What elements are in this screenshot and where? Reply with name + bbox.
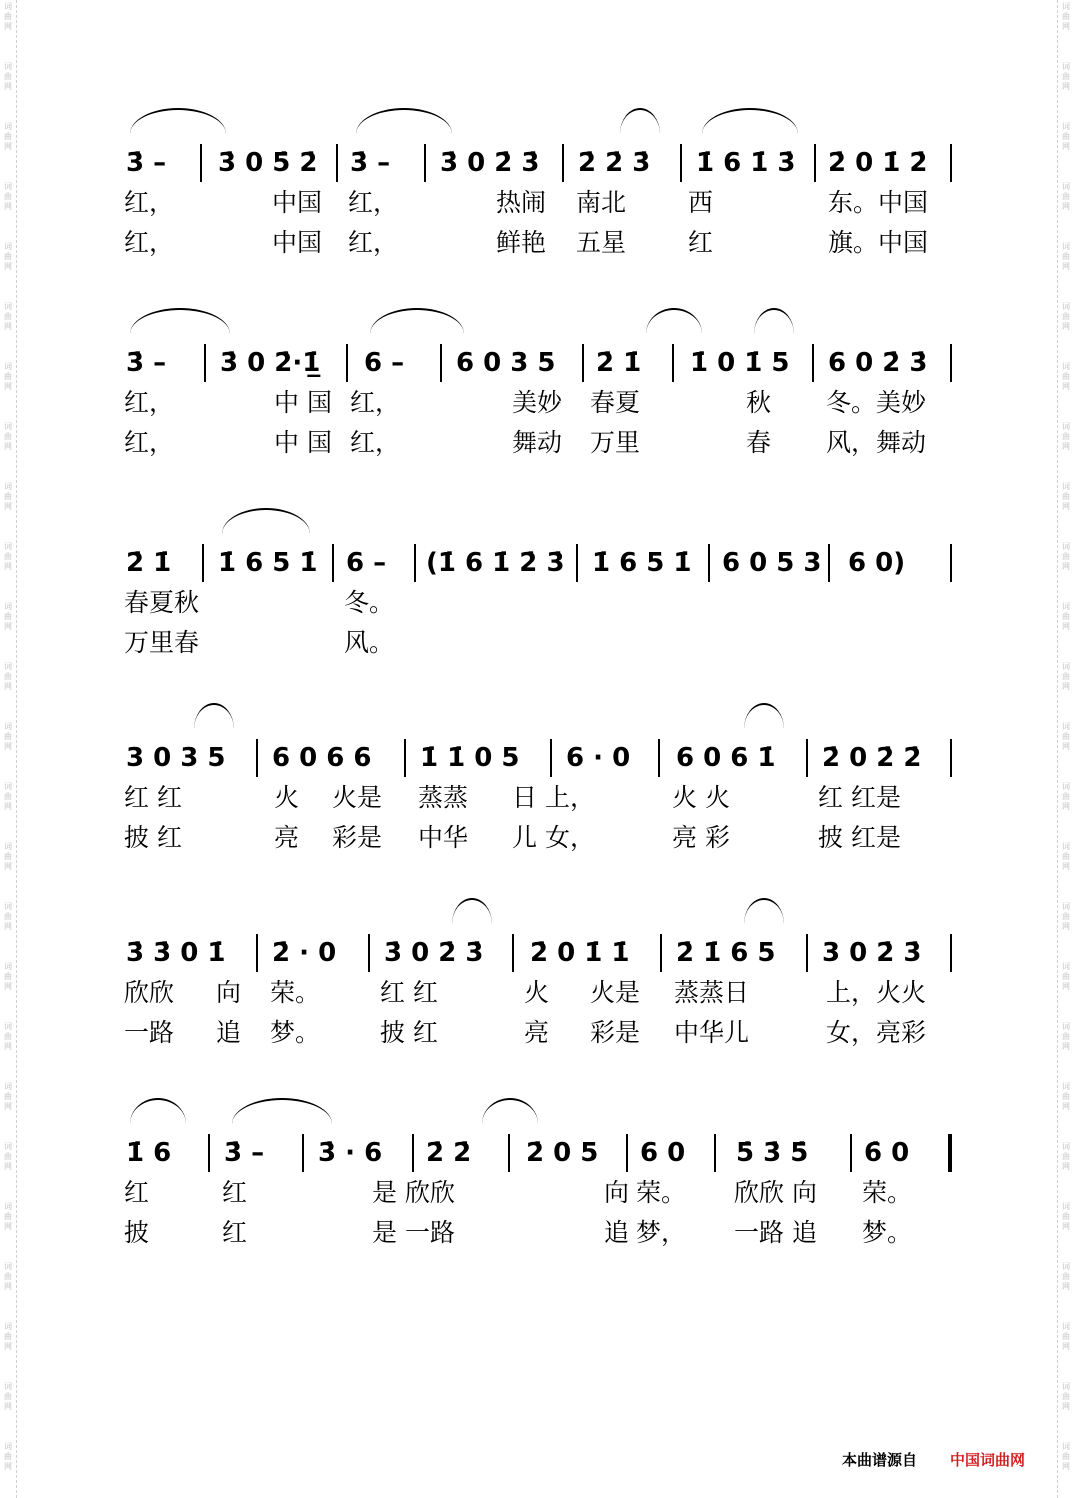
note-group: 3 0 3 5: [126, 743, 226, 773]
watermark-text: 词 曲 网: [4, 182, 12, 211]
note-group: 2̇ · 0: [272, 938, 337, 968]
lyric-2-word: 鲜艳: [496, 228, 547, 257]
lyric-1-word: 是 欣欣: [372, 1178, 455, 1207]
lyric-2-word: 红: [222, 1218, 248, 1247]
slur-arc: [130, 1098, 186, 1124]
watermark-text: 词 曲 网: [4, 842, 12, 871]
note-group: (1̇ 6 1̇ 2̇ 3̇: [426, 548, 565, 578]
note-group: 6̇ 0: [864, 1138, 910, 1168]
lyric-1-word: 红 红: [380, 978, 438, 1007]
bar-line: [814, 144, 816, 182]
lyric-1-word: 荣。: [862, 1178, 913, 1207]
note-group: 6 0): [848, 548, 906, 578]
watermark-text: 词 曲 网: [1062, 122, 1070, 151]
note-group: 5̇ 3̇ 5̇: [736, 1138, 809, 1168]
lyric-1-word: 火是: [332, 783, 383, 812]
watermark-text: 词 曲 网: [1062, 1022, 1070, 1051]
watermark-text: 词 曲 网: [1062, 1202, 1070, 1231]
watermark-text: 词 曲 网: [1062, 962, 1070, 991]
bar-line: [414, 544, 416, 582]
bar-line: [508, 1134, 510, 1172]
bar-line: [440, 344, 442, 382]
watermark-text: 词 曲 网: [1062, 302, 1070, 331]
lyric-2-word: 披 红: [124, 823, 182, 852]
lyric-1-word: 蒸蒸: [418, 783, 469, 812]
note-group: 6 –: [364, 348, 405, 378]
bar-line: [806, 934, 808, 972]
lyric-1-word: 欣欣 向: [734, 1178, 817, 1207]
lyric-2-word: 红，: [124, 428, 175, 457]
lyric-2-word: 红，: [350, 428, 401, 457]
watermark-text: 词 曲 网: [4, 302, 12, 331]
slur-arc: [222, 508, 310, 534]
lyric-2-word: 女，亮彩: [826, 1018, 927, 1047]
note-group: 3̇ 0 2̇ 3̇: [384, 938, 484, 968]
bar-line: [204, 344, 206, 382]
slur-arc: [754, 308, 794, 334]
note-group: 2̇ 2̇: [426, 1138, 472, 1168]
lyric-1-word: 南北: [576, 188, 627, 217]
watermark-text: 词 曲 网: [1062, 242, 1070, 271]
lyric-1-word: 春夏秋: [124, 588, 200, 617]
lyric-2-word: 梦，: [636, 1218, 687, 1247]
watermark-text: 词 曲 网: [4, 422, 12, 451]
watermark-text: 词 曲 网: [4, 2, 12, 31]
note-group: 6 0 2̇ 3̇: [828, 348, 928, 378]
lyric-1-word: 向: [604, 1178, 630, 1207]
watermark-text: 词 曲 网: [1062, 362, 1070, 391]
lyric-2-word: 披 红: [380, 1018, 438, 1047]
bar-line: [562, 144, 564, 182]
lyric-2-word: 舞动: [512, 428, 563, 457]
note-group: 6 0: [640, 1138, 686, 1168]
note-group: 2̇ 0 2̇ 2̇: [822, 743, 922, 773]
lyric-1-word: 红，: [350, 388, 401, 417]
lyric-1-word: 火是: [590, 978, 641, 1007]
lyric-1-word: 冬。美妙: [826, 388, 927, 417]
lyric-2-word: 亮 彩: [672, 823, 730, 852]
watermark-text: 词 曲 网: [4, 662, 12, 691]
slur-arc: [194, 703, 234, 729]
lyric-2-word: 红，: [348, 228, 399, 257]
lyric-2-word: 万里: [590, 428, 641, 457]
bar-line: [672, 344, 674, 382]
source-label: 本曲谱源自: [842, 1451, 918, 1469]
watermark-text: 词 曲 网: [4, 962, 12, 991]
lyric-2-word: 儿 女，: [512, 823, 595, 852]
lyric-2-word: 彩是: [332, 823, 383, 852]
lyric-1-word: 上，火火: [826, 978, 927, 1007]
bar-line: [806, 739, 808, 777]
watermark-text: 词 曲 网: [1062, 782, 1070, 811]
watermark-text: 词 曲 网: [1062, 1322, 1070, 1351]
lyric-1-word: 荣。: [636, 1178, 687, 1207]
watermark-text: 词 曲 网: [4, 362, 12, 391]
lyric-2-word: 彩是: [590, 1018, 641, 1047]
bar-line: [582, 344, 584, 382]
bar-line: [208, 1134, 210, 1172]
slur-arc: [620, 108, 660, 134]
bar-line: [256, 934, 258, 972]
bar-line: [404, 739, 406, 777]
slur-arc: [232, 1098, 332, 1124]
note-group: 6 –: [346, 548, 387, 578]
watermark-text: 词 曲 网: [4, 542, 12, 571]
slur-arc: [744, 703, 784, 729]
slur-arc: [482, 1098, 538, 1124]
bar-line: [336, 144, 338, 182]
lyric-2-word: 五星: [576, 228, 627, 257]
lyric-2-word: 中华: [418, 823, 469, 852]
bar-line: [950, 544, 952, 582]
lyric-2-word: 亮: [274, 823, 300, 852]
note-group: 2̇ 0 5: [526, 1138, 599, 1168]
lyric-2-word: 披 红是: [818, 823, 901, 852]
note-group: 1̇ 6 5 1̇: [218, 548, 318, 578]
note-group: 1̇ 1̇ 0 5: [420, 743, 520, 773]
slur-arc: [130, 108, 226, 134]
watermark-text: 词 曲 网: [1062, 1142, 1070, 1171]
note-group: 2̇ 1̇: [126, 548, 172, 578]
lyric-2-word: 中 国: [274, 428, 332, 457]
note-group: 2̇ 1̇: [596, 348, 642, 378]
watermark-text: 词 曲 网: [4, 1082, 12, 1111]
slur-arc: [356, 108, 452, 134]
bar-line: [812, 344, 814, 382]
watermark-text: 词 曲 网: [1062, 482, 1070, 511]
lyric-1-word: 冬。: [344, 588, 395, 617]
watermark-text: 词 曲 网: [4, 602, 12, 631]
lyric-1-word: 火 火: [672, 783, 730, 812]
watermark-text: 词 曲 网: [4, 1022, 12, 1051]
lyric-1-word: 东。中国: [828, 188, 929, 217]
lyric-1-word: 日 上，: [512, 783, 595, 812]
lyric-2-word: 风，舞动: [826, 428, 927, 457]
lyric-1-word: 火: [524, 978, 550, 1007]
lyric-1-word: 秋: [746, 388, 772, 417]
lyric-2-word: 中国: [272, 228, 323, 257]
bar-line: [950, 934, 952, 972]
lyric-1-word: 红，: [124, 188, 175, 217]
lyric-1-word: 火: [274, 783, 300, 812]
note-group: 6 0 6 6: [272, 743, 372, 773]
watermark-text: 词 曲 网: [4, 122, 12, 151]
watermark-text: 词 曲 网: [1062, 1082, 1070, 1111]
note-group: 6 · 0: [566, 743, 631, 773]
bar-line: [950, 739, 952, 777]
watermark-text: 词 曲 网: [4, 902, 12, 931]
note-group: 2̇ 1̇ 6 5: [676, 938, 776, 968]
watermark-text: 词 曲 网: [1062, 602, 1070, 631]
bar-line: [346, 344, 348, 382]
watermark-text: 词 曲 网: [4, 242, 12, 271]
slur-arc: [702, 108, 798, 134]
lyric-1-word: 美妙: [512, 388, 563, 417]
lyric-1-word: 红 红: [124, 783, 182, 812]
lyric-1-word: 西: [688, 188, 714, 217]
lyric-1-word: 蒸蒸日: [674, 978, 750, 1007]
lyric-2-word: 万里春: [124, 628, 200, 657]
watermark-text: 词 曲 网: [4, 1382, 12, 1411]
note-group: 3̇ · 6: [318, 1138, 383, 1168]
bar-line: [200, 144, 202, 182]
site-name[interactable]: 中国词曲网: [950, 1451, 1026, 1469]
note-group: 3̇ 0 5̇ 2̇: [218, 148, 318, 178]
lyric-2-word: 红，: [124, 228, 175, 257]
lyric-1-word: 红，: [124, 388, 175, 417]
watermark-text: 词 曲 网: [1062, 422, 1070, 451]
watermark-text: 词 曲 网: [4, 482, 12, 511]
watermark-text: 词 曲 网: [4, 1262, 12, 1291]
bar-line: [626, 1134, 628, 1172]
lyric-1-word: 红，: [348, 188, 399, 217]
note-group: 1̇ 6 1̇ 3̇: [696, 148, 796, 178]
lyric-2-word: 风。: [344, 628, 395, 657]
lyric-2-word: 梦。: [270, 1018, 321, 1047]
slur-arc: [744, 898, 784, 924]
watermark-text: 词 曲 网: [4, 1142, 12, 1171]
lyric-1-word: 春夏: [590, 388, 641, 417]
lyric-1-word: 中 国: [274, 388, 332, 417]
bar-line: [256, 739, 258, 777]
watermark-text: 词 曲 网: [1062, 1442, 1070, 1471]
lyric-1-word: 热闹: [496, 188, 547, 217]
bar-line: [948, 1134, 952, 1172]
lyric-1-word: 荣。: [270, 978, 321, 1007]
bar-line: [950, 144, 952, 182]
note-group: 3̇ –: [350, 148, 391, 178]
lyric-1-word: 红 红是: [818, 783, 901, 812]
note-group: 2̇ 2̇ 3̇: [578, 148, 651, 178]
lyric-2-word: 春: [746, 428, 772, 457]
lyric-2-word: 中华儿: [674, 1018, 750, 1047]
bar-line: [680, 144, 682, 182]
note-group: 1̇ 6: [126, 1138, 172, 1168]
watermark-text: 词 曲 网: [4, 782, 12, 811]
watermark-text: 词 曲 网: [1062, 1262, 1070, 1291]
watermark-text: 词 曲 网: [4, 1202, 12, 1231]
lyric-1-word: 红: [222, 1178, 248, 1207]
watermark-text: 词 曲 网: [1062, 842, 1070, 871]
lyric-2-word: 亮: [524, 1018, 550, 1047]
note-group: 1̇ 0 1̇ 5: [690, 348, 790, 378]
lyric-2-word: 旗。中国: [828, 228, 929, 257]
note-group: 3̇ 0 2̇ 3̇: [440, 148, 540, 178]
slur-arc: [452, 898, 492, 924]
slur-arc: [646, 308, 702, 334]
bar-line: [950, 344, 952, 382]
lyric-2-word: 红: [688, 228, 714, 257]
bar-line: [332, 544, 334, 582]
note-group: 2̇ 0 1̇ 2̇: [828, 148, 928, 178]
watermark-text: 词 曲 网: [4, 1442, 12, 1471]
note-group: 3̇ 3̇ 0 1̇: [126, 938, 226, 968]
note-group: 3̇ 0 2̇·1̲̇: [220, 348, 321, 378]
bar-line: [424, 144, 426, 182]
note-group: 1̇ 6 5 1̇: [592, 548, 692, 578]
lyric-2-word: 追: [604, 1218, 630, 1247]
watermark-text: 词 曲 网: [1062, 722, 1070, 751]
watermark-text: 词 曲 网: [4, 1322, 12, 1351]
lyric-1-word: 欣欣: [124, 978, 175, 1007]
note-group: 2̇ 0 1̇ 1̇: [530, 938, 630, 968]
bar-line: [850, 1134, 852, 1172]
bar-line: [302, 1134, 304, 1172]
note-group: 6 0 6 1̇: [676, 743, 776, 773]
note-group: 6 0 3 5: [456, 348, 556, 378]
watermark-text: 词 曲 网: [4, 62, 12, 91]
lyric-1-word: 向: [216, 978, 242, 1007]
watermark-text: 词 曲 网: [1062, 542, 1070, 571]
lyric-2-word: 是 一路: [372, 1218, 455, 1247]
bar-line: [658, 739, 660, 777]
bar-line: [714, 1134, 716, 1172]
lyric-2-word: 梦。: [862, 1218, 913, 1247]
watermark-text: 词 曲 网: [1062, 2, 1070, 31]
bar-line: [660, 934, 662, 972]
lyric-2-word: 追: [216, 1018, 242, 1047]
note-group: 3̇ –: [224, 1138, 265, 1168]
bar-line: [550, 739, 552, 777]
note-group: 3 0 2̇ 3̇: [822, 938, 922, 968]
bar-line: [412, 1134, 414, 1172]
bar-line: [708, 544, 710, 582]
lyric-2-word: 一路 追: [734, 1218, 817, 1247]
note-group: 3̇ –: [126, 348, 167, 378]
note-group: 6 0 5 3: [722, 548, 822, 578]
watermark-text: 词 曲 网: [1062, 62, 1070, 91]
lyric-1-word: 红: [124, 1178, 150, 1207]
bar-line: [368, 934, 370, 972]
watermark-text: 词 曲 网: [1062, 1382, 1070, 1411]
bar-line: [828, 544, 830, 582]
watermark-text: 词 曲 网: [4, 722, 12, 751]
lyric-2-word: 披: [124, 1218, 150, 1247]
bar-line: [576, 544, 578, 582]
watermark-text: 词 曲 网: [1062, 182, 1070, 211]
lyric-1-word: 中国: [272, 188, 323, 217]
slur-arc: [370, 308, 464, 334]
slur-arc: [130, 308, 230, 334]
watermark-text: 词 曲 网: [1062, 662, 1070, 691]
note-group: 3̇ –: [126, 148, 167, 178]
watermark-text: 词 曲 网: [1062, 902, 1070, 931]
lyric-2-word: 一路: [124, 1018, 175, 1047]
bar-line: [202, 544, 204, 582]
bar-line: [512, 934, 514, 972]
